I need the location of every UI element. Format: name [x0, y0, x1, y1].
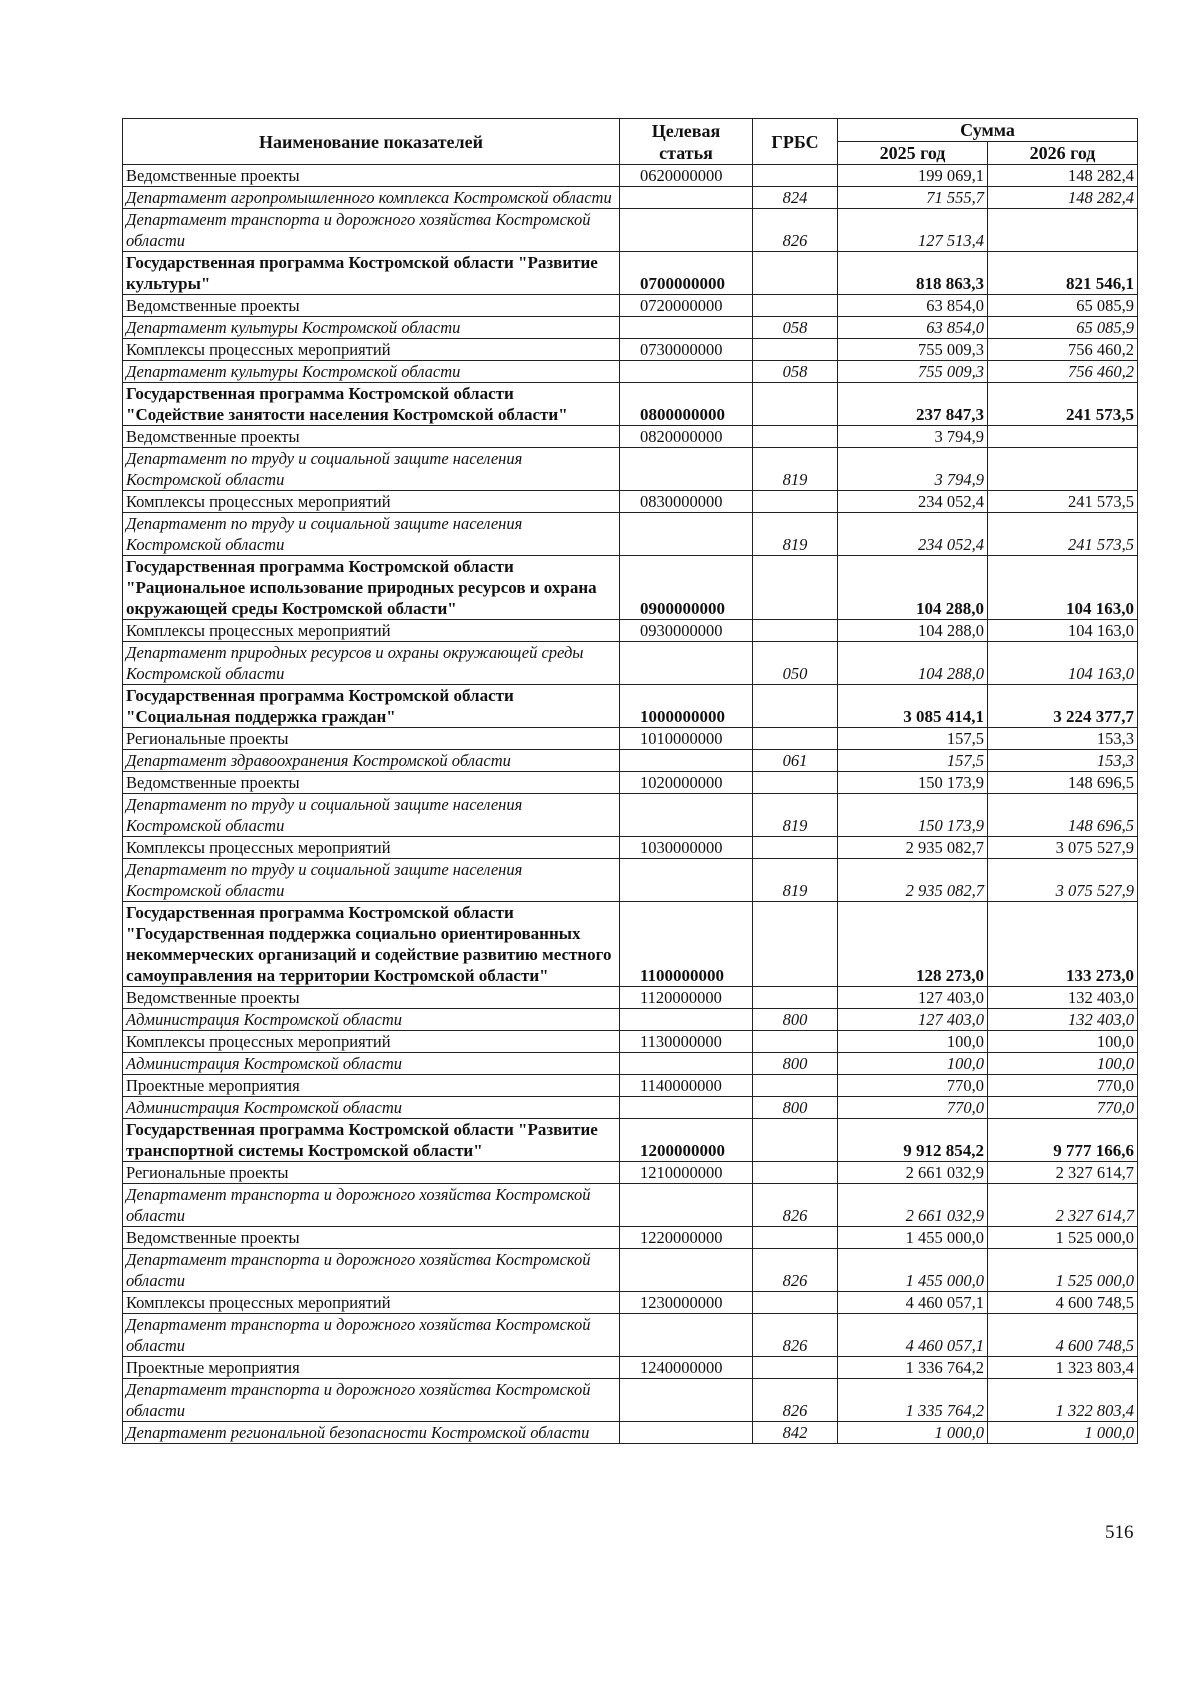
row-grbs-code [753, 1292, 838, 1314]
row-sum-2026: 1 322 803,4 [988, 1379, 1138, 1422]
table-row [123, 837, 1138, 859]
table-row [123, 1009, 1138, 1031]
row-sum-2026: 100,0 [988, 1031, 1138, 1053]
table-row [123, 1314, 1138, 1357]
row-name: Департамент по труду и социальной защите населения Костромской области [123, 859, 620, 902]
row-grbs-code [753, 339, 838, 361]
row-target-code: 1030000000 [620, 837, 753, 859]
table-body [123, 165, 1138, 1444]
row-sum-2025: 3 794,9 [838, 448, 988, 491]
row-sum-2025: 2 935 082,7 [838, 837, 988, 859]
row-sum-2026: 2 327 614,7 [988, 1184, 1138, 1227]
row-sum-2025: 755 009,3 [838, 361, 988, 383]
row-sum-2025: 1 455 000,0 [838, 1249, 988, 1292]
row-sum-2026 [988, 448, 1138, 491]
row-sum-2025: 234 052,4 [838, 491, 988, 513]
row-sum-2025: 3 794,9 [838, 426, 988, 448]
row-sum-2026: 100,0 [988, 1053, 1138, 1075]
row-sum-2025: 2 661 032,9 [838, 1184, 988, 1227]
row-name: Департамент транспорта и дорожного хозяйства Костромской области [123, 209, 620, 252]
row-name: Региональные проекты [123, 728, 620, 750]
row-sum-2026: 3 075 527,9 [988, 859, 1138, 902]
row-grbs-code: 842 [753, 1422, 838, 1444]
table-row [123, 794, 1138, 837]
row-sum-2025: 104 288,0 [838, 642, 988, 685]
row-grbs-code [753, 165, 838, 187]
table-row [123, 728, 1138, 750]
row-sum-2025: 127 403,0 [838, 1009, 988, 1031]
row-sum-2026: 148 696,5 [988, 794, 1138, 837]
row-sum-2025: 2 935 082,7 [838, 859, 988, 902]
table-row [123, 513, 1138, 556]
row-name: Департамент по труду и социальной защите населения Костромской области [123, 448, 620, 491]
row-grbs-code [753, 728, 838, 750]
row-target-code [620, 750, 753, 772]
row-sum-2025: 157,5 [838, 728, 988, 750]
row-sum-2026: 65 085,9 [988, 295, 1138, 317]
header-code: Целевая статья [620, 119, 753, 165]
row-target-code [620, 1422, 753, 1444]
row-sum-2026: 132 403,0 [988, 987, 1138, 1009]
row-target-code: 1000000000 [620, 685, 753, 728]
row-sum-2026: 821 546,1 [988, 252, 1138, 295]
row-target-code: 0820000000 [620, 426, 753, 448]
row-target-code: 0700000000 [620, 252, 753, 295]
header-year-2025: 2025 год [838, 142, 988, 165]
row-sum-2026: 770,0 [988, 1097, 1138, 1119]
row-name: Государственная программа Костромской области "Социальная поддержка граждан" [123, 685, 620, 728]
row-sum-2026: 132 403,0 [988, 1009, 1138, 1031]
row-sum-2026: 2 327 614,7 [988, 1162, 1138, 1184]
row-grbs-code [753, 1119, 838, 1162]
row-sum-2025: 199 069,1 [838, 165, 988, 187]
row-sum-2026: 153,3 [988, 728, 1138, 750]
row-sum-2025: 100,0 [838, 1053, 988, 1075]
row-name: Комплексы процессных мероприятий [123, 1031, 620, 1053]
row-name: Государственная программа Костромской области "Государственная поддержка социально ориентированных некоммерческих организаций и содействие развитию местного самоуправления на территории Костромской области" [123, 902, 620, 987]
row-name: Ведомственные проекты [123, 295, 620, 317]
row-target-code: 1130000000 [620, 1031, 753, 1053]
row-target-code: 1140000000 [620, 1075, 753, 1097]
table-row [123, 339, 1138, 361]
row-grbs-code [753, 1357, 838, 1379]
row-target-code: 1120000000 [620, 987, 753, 1009]
row-target-code [620, 209, 753, 252]
row-grbs-code: 050 [753, 642, 838, 685]
row-sum-2026: 241 573,5 [988, 491, 1138, 513]
table-row [123, 383, 1138, 426]
header-sum: Сумма [838, 119, 1138, 142]
row-sum-2026: 1 525 000,0 [988, 1227, 1138, 1249]
row-sum-2025: 104 288,0 [838, 620, 988, 642]
row-sum-2025: 100,0 [838, 1031, 988, 1053]
row-target-code [620, 1314, 753, 1357]
row-name: Государственная программа Костромской области "Рациональное использование природных ресурсов и охрана окружающей среды Костромской области" [123, 556, 620, 620]
row-grbs-code: 826 [753, 1314, 838, 1357]
row-target-code [620, 187, 753, 209]
row-sum-2025: 3 085 414,1 [838, 685, 988, 728]
row-sum-2025: 234 052,4 [838, 513, 988, 556]
table-row [123, 187, 1138, 209]
row-name: Департамент транспорта и дорожного хозяйства Костромской области [123, 1379, 620, 1422]
row-name: Комплексы процессных мероприятий [123, 491, 620, 513]
row-grbs-code [753, 1162, 838, 1184]
row-sum-2026: 1 323 803,4 [988, 1357, 1138, 1379]
row-sum-2025: 71 555,7 [838, 187, 988, 209]
table-row [123, 902, 1138, 987]
table-row [123, 1162, 1138, 1184]
row-name: Государственная программа Костромской области "Развитие транспортной системы Костромской области" [123, 1119, 620, 1162]
row-target-code [620, 1009, 753, 1031]
table-row [123, 295, 1138, 317]
row-name: Департамент по труду и социальной защите населения Костромской области [123, 513, 620, 556]
row-grbs-code [753, 685, 838, 728]
row-target-code [620, 794, 753, 837]
row-sum-2026: 1 525 000,0 [988, 1249, 1138, 1292]
row-sum-2025: 63 854,0 [838, 295, 988, 317]
row-target-code: 0800000000 [620, 383, 753, 426]
row-sum-2025: 157,5 [838, 750, 988, 772]
row-target-code [620, 1053, 753, 1075]
row-name: Комплексы процессных мероприятий [123, 620, 620, 642]
row-grbs-code [753, 1075, 838, 1097]
row-sum-2026: 9 777 166,6 [988, 1119, 1138, 1162]
table-row [123, 859, 1138, 902]
row-target-code: 0730000000 [620, 339, 753, 361]
row-sum-2026: 104 163,0 [988, 642, 1138, 685]
row-sum-2025: 1 336 764,2 [838, 1357, 988, 1379]
row-grbs-code: 826 [753, 1249, 838, 1292]
row-sum-2026: 241 573,5 [988, 383, 1138, 426]
row-sum-2026: 3 224 377,7 [988, 685, 1138, 728]
table-row [123, 987, 1138, 1009]
row-sum-2025: 1 335 764,2 [838, 1379, 988, 1422]
table-row [123, 1292, 1138, 1314]
row-target-code: 0620000000 [620, 165, 753, 187]
row-grbs-code: 800 [753, 1009, 838, 1031]
row-name: Ведомственные проекты [123, 772, 620, 794]
row-name: Департамент транспорта и дорожного хозяйства Костромской области [123, 1184, 620, 1227]
row-sum-2026: 770,0 [988, 1075, 1138, 1097]
row-grbs-code: 826 [753, 209, 838, 252]
row-grbs-code [753, 295, 838, 317]
row-target-code [620, 1249, 753, 1292]
row-name: Ведомственные проекты [123, 987, 620, 1009]
row-name: Администрация Костромской области [123, 1097, 620, 1119]
table-row [123, 1249, 1138, 1292]
row-name: Государственная программа Костромской области "Содействие занятости населения Костромской области" [123, 383, 620, 426]
row-grbs-code [753, 902, 838, 987]
row-sum-2026: 756 460,2 [988, 339, 1138, 361]
row-sum-2026 [988, 426, 1138, 448]
row-sum-2025: 755 009,3 [838, 339, 988, 361]
table-row [123, 685, 1138, 728]
row-grbs-code: 800 [753, 1053, 838, 1075]
row-target-code: 1200000000 [620, 1119, 753, 1162]
row-target-code [620, 361, 753, 383]
row-sum-2026: 104 163,0 [988, 556, 1138, 620]
row-sum-2025: 150 173,9 [838, 772, 988, 794]
row-target-code [620, 859, 753, 902]
row-target-code: 1100000000 [620, 902, 753, 987]
row-sum-2025: 1 455 000,0 [838, 1227, 988, 1249]
row-target-code: 1240000000 [620, 1357, 753, 1379]
row-grbs-code [753, 620, 838, 642]
row-sum-2026: 65 085,9 [988, 317, 1138, 339]
row-sum-2025: 4 460 057,1 [838, 1314, 988, 1357]
row-target-code [620, 513, 753, 556]
row-sum-2025: 818 863,3 [838, 252, 988, 295]
row-name: Проектные мероприятия [123, 1075, 620, 1097]
row-sum-2026: 3 075 527,9 [988, 837, 1138, 859]
row-sum-2026: 4 600 748,5 [988, 1292, 1138, 1314]
table-row [123, 361, 1138, 383]
table-row [123, 556, 1138, 620]
row-name: Администрация Костромской области [123, 1009, 620, 1031]
row-target-code: 0830000000 [620, 491, 753, 513]
row-name: Департамент агропромышленного комплекса Костромской области [123, 187, 620, 209]
header-name: Наименование показателей [123, 119, 620, 165]
table-row [123, 1379, 1138, 1422]
row-sum-2026: 1 000,0 [988, 1422, 1138, 1444]
header-year-2026: 2026 год [988, 142, 1138, 165]
row-name: Комплексы процессных мероприятий [123, 339, 620, 361]
row-sum-2026: 756 460,2 [988, 361, 1138, 383]
row-name: Ведомственные проекты [123, 1227, 620, 1249]
row-sum-2025: 9 912 854,2 [838, 1119, 988, 1162]
row-sum-2026: 148 696,5 [988, 772, 1138, 794]
row-sum-2026: 148 282,4 [988, 165, 1138, 187]
table-row [123, 1119, 1138, 1162]
row-grbs-code [753, 426, 838, 448]
table-row [123, 1097, 1138, 1119]
row-target-code: 1020000000 [620, 772, 753, 794]
row-name: Департамент по труду и социальной защите населения Костромской области [123, 794, 620, 837]
row-target-code [620, 317, 753, 339]
row-grbs-code [753, 1227, 838, 1249]
row-name: Департамент культуры Костромской области [123, 317, 620, 339]
table-row [123, 1227, 1138, 1249]
table-row [123, 620, 1138, 642]
row-name: Комплексы процессных мероприятий [123, 837, 620, 859]
row-name: Департамент региональной безопасности Костромской области [123, 1422, 620, 1444]
row-target-code [620, 448, 753, 491]
row-sum-2025: 63 854,0 [838, 317, 988, 339]
row-target-code: 1210000000 [620, 1162, 753, 1184]
row-name: Департамент здравоохранения Костромской области [123, 750, 620, 772]
row-grbs-code [753, 1031, 838, 1053]
row-sum-2025: 150 173,9 [838, 794, 988, 837]
row-grbs-code [753, 837, 838, 859]
row-grbs-code [753, 987, 838, 1009]
table-row [123, 448, 1138, 491]
row-sum-2026: 241 573,5 [988, 513, 1138, 556]
table-row [123, 1357, 1138, 1379]
row-name: Департамент транспорта и дорожного хозяйства Костромской области [123, 1314, 620, 1357]
row-sum-2025: 2 661 032,9 [838, 1162, 988, 1184]
row-target-code [620, 1184, 753, 1227]
row-grbs-code: 819 [753, 448, 838, 491]
table-row [123, 750, 1138, 772]
row-grbs-code: 819 [753, 794, 838, 837]
row-grbs-code: 058 [753, 317, 838, 339]
row-grbs-code: 819 [753, 513, 838, 556]
row-name: Проектные мероприятия [123, 1357, 620, 1379]
header-grbs: ГРБС [753, 119, 838, 165]
row-grbs-code [753, 252, 838, 295]
row-sum-2025: 770,0 [838, 1097, 988, 1119]
row-sum-2025: 104 288,0 [838, 556, 988, 620]
row-sum-2026: 153,3 [988, 750, 1138, 772]
row-grbs-code: 826 [753, 1379, 838, 1422]
row-target-code: 0720000000 [620, 295, 753, 317]
table-row [123, 209, 1138, 252]
row-grbs-code [753, 491, 838, 513]
row-name: Департамент транспорта и дорожного хозяйства Костромской области [123, 1249, 620, 1292]
row-grbs-code: 826 [753, 1184, 838, 1227]
table-row [123, 426, 1138, 448]
row-sum-2025: 237 847,3 [838, 383, 988, 426]
row-target-code: 0900000000 [620, 556, 753, 620]
table-row [123, 642, 1138, 685]
row-target-code [620, 642, 753, 685]
page-number: 516 [1105, 1522, 1134, 1543]
table-row [123, 165, 1138, 187]
table-row [123, 317, 1138, 339]
row-sum-2026: 148 282,4 [988, 187, 1138, 209]
row-target-code [620, 1097, 753, 1119]
row-name: Департамент культуры Костромской области [123, 361, 620, 383]
row-sum-2026: 4 600 748,5 [988, 1314, 1138, 1357]
row-sum-2025: 127 513,4 [838, 209, 988, 252]
row-target-code: 0930000000 [620, 620, 753, 642]
table-row [123, 1184, 1138, 1227]
row-sum-2026 [988, 209, 1138, 252]
row-name: Региональные проекты [123, 1162, 620, 1184]
row-target-code: 1230000000 [620, 1292, 753, 1314]
row-sum-2025: 1 000,0 [838, 1422, 988, 1444]
row-grbs-code: 061 [753, 750, 838, 772]
table-row [123, 772, 1138, 794]
row-grbs-code [753, 383, 838, 426]
row-grbs-code: 800 [753, 1097, 838, 1119]
row-sum-2026: 104 163,0 [988, 620, 1138, 642]
row-target-code: 1220000000 [620, 1227, 753, 1249]
row-grbs-code: 819 [753, 859, 838, 902]
row-name: Ведомственные проекты [123, 426, 620, 448]
row-sum-2025: 4 460 057,1 [838, 1292, 988, 1314]
row-name: Ведомственные проекты [123, 165, 620, 187]
table-row [123, 1031, 1138, 1053]
row-grbs-code [753, 772, 838, 794]
row-grbs-code: 058 [753, 361, 838, 383]
row-sum-2026: 133 273,0 [988, 902, 1138, 987]
row-grbs-code: 824 [753, 187, 838, 209]
row-sum-2025: 128 273,0 [838, 902, 988, 987]
row-name: Администрация Костромской области [123, 1053, 620, 1075]
table-row [123, 1053, 1138, 1075]
row-target-code [620, 1379, 753, 1422]
budget-table [122, 118, 1138, 1444]
row-sum-2025: 770,0 [838, 1075, 988, 1097]
table-row [123, 252, 1138, 295]
row-target-code: 1010000000 [620, 728, 753, 750]
table-row [123, 491, 1138, 513]
table-row [123, 1075, 1138, 1097]
row-grbs-code [753, 556, 838, 620]
row-name: Комплексы процессных мероприятий [123, 1292, 620, 1314]
row-sum-2025: 127 403,0 [838, 987, 988, 1009]
row-name: Департамент природных ресурсов и охраны окружающей среды Костромской области [123, 642, 620, 685]
row-name: Государственная программа Костромской области "Развитие культуры" [123, 252, 620, 295]
table-row [123, 1422, 1138, 1444]
